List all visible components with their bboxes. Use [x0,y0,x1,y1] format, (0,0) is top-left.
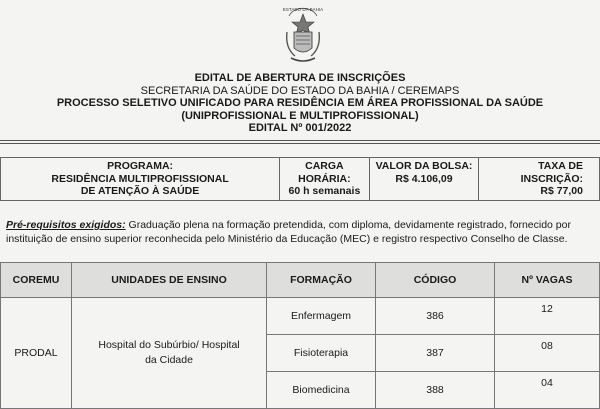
edital-title: EDITAL DE ABERTURA DE INSCRIÇÕES [194,72,406,84]
seal-text: ESTADO DA BAHIA [283,7,323,12]
secretaria-line: SECRETARIA DA SAÚDE DO ESTADO DA BAHIA / CEREMAPS [140,84,460,97]
bolsa-label: VALOR DA BOLSA: [375,160,473,172]
header-divider [0,140,600,141]
formacao-cell: Enfermagem [267,298,376,335]
codigo-cell: 387 [376,335,495,372]
col-formacao: FORMAÇÃO [267,263,376,298]
vagas-cell: 08 [495,335,600,372]
col-unidades: UNIDADES DE ENSINO [72,263,267,298]
carga-cell [280,158,370,201]
modalidade-line: (UNIPROFISSIONAL E MULTIPROFISSIONAL) [181,109,419,122]
state-coat-of-arms-icon [283,2,323,68]
processo-line: PROCESSO SELETIVO UNIFICADO PARA RESIDÊNCIA EM ÁREA PROFISSIONAL DA SAÚDE [56,97,544,109]
prereq-label: Pré-requisitos exigidos: [6,219,126,231]
taxa-value: R$ 77,00 [540,185,583,197]
unidade-text: Hospital do Subúrbio/ Hospital da Cidade [98,339,240,366]
vagas-cell: 12 [495,298,600,335]
table-row [1,298,600,335]
units-header-row [1,263,600,298]
carga-value: 60 h semanais [288,185,361,197]
taxa-label: TAXA DE INSCRIÇÃO: [520,160,583,185]
header-divider-2 [0,143,600,144]
codigo-cell: 388 [376,372,495,409]
prerequisites [6,219,596,246]
prereq-text: Graduação plena na formação pretendida, com diploma, devidamente registrado, fornecido por instituição de ensino superior reconhecida pelo Ministério da Educação (MEC) e registro respectivo Conselho de Classe. [6,219,571,245]
vagas-cell: 04 [495,372,600,409]
col-vagas: Nº VAGAS [495,263,600,298]
carga-label: CARGA HORÁRIA: [298,160,351,185]
programa-cell [1,158,280,201]
codigo-cell: 386 [376,298,495,335]
col-codigo: CÓDIGO [376,263,495,298]
formacao-cell: Fisioterapia [267,335,376,372]
programa-name: RESIDÊNCIA MULTIPROFISSIONAL DE ATENÇÃO À SAÚDE [51,172,229,197]
programa-label: PROGRAMA: [107,160,174,172]
edital-number: EDITAL Nº 001/2022 [248,122,352,134]
bolsa-cell [369,158,479,201]
taxa-cell [479,158,600,201]
unidade-cell [72,298,267,409]
coremu-cell: PRODAL [1,298,72,409]
bolsa-value: R$ 4.106,09 [395,172,453,185]
formacao-cell: Biomedicina [267,372,376,409]
units-table [0,262,600,409]
col-coremu: COREMU [1,263,72,298]
programa-table [0,157,600,201]
